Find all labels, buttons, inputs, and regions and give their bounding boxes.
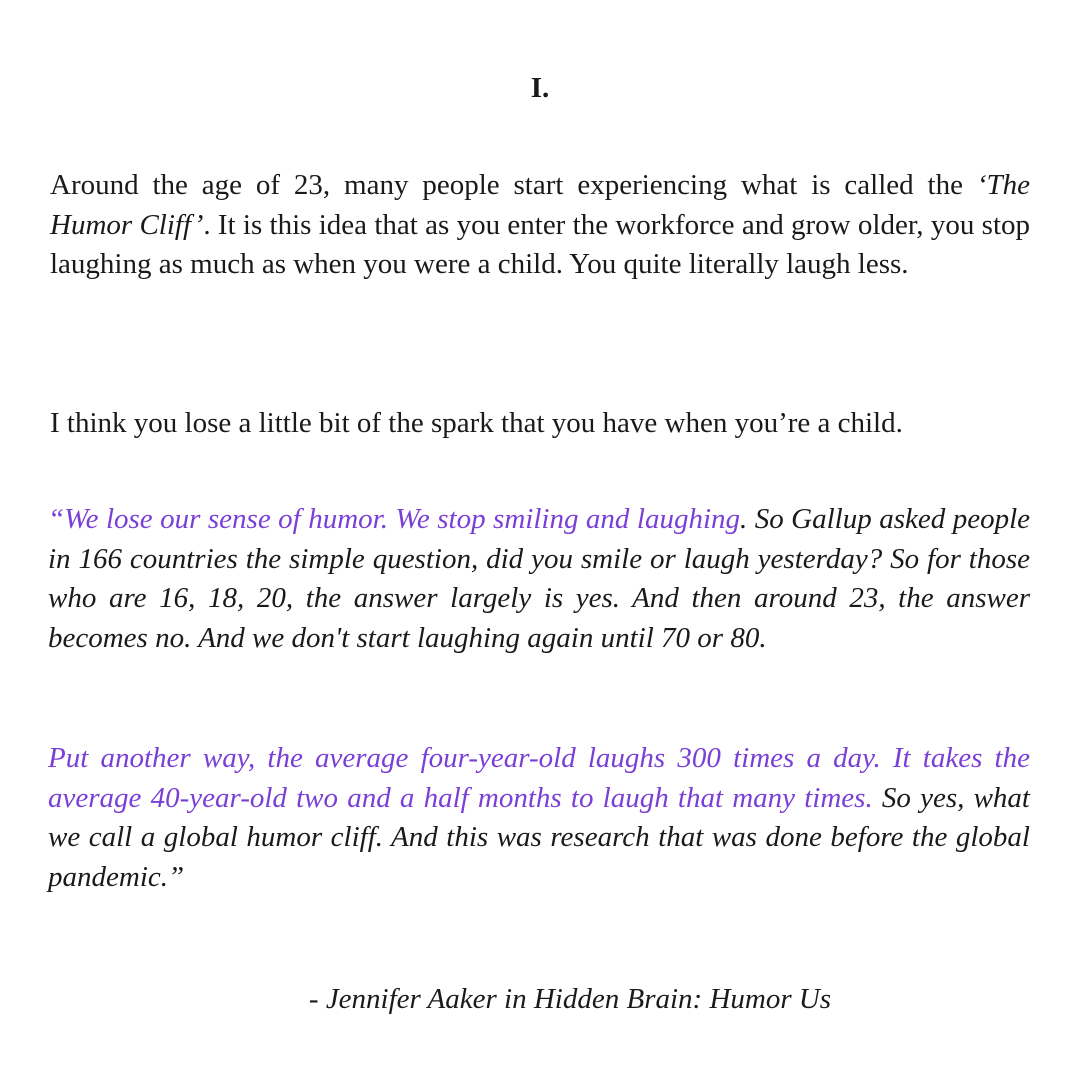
- quote-paragraph-1: [48, 500, 1030, 658]
- spark-paragraph: I think you lose a little bit of the spark that you have when you’re a child.: [50, 407, 903, 439]
- intro-text-start: Around the age of 23, many people start experiencing what is called the: [50, 169, 977, 201]
- quote-1-text: . So Gallup asked people in 166 countries the simple question, did you smile or laugh yesterday? So for those who are 16, 18, 20, the answer largely is yes. And then around 23, the answer becomes no. And we don't start laughing again until 70 or 80.: [48, 503, 1030, 654]
- section-heading: I.: [530, 72, 550, 104]
- intro-text-end: . It is this idea that as you enter the workforce and grow older, you stop laughing as much as when you were a child. You quite literally laugh less.: [50, 208, 1030, 280]
- quote-1-highlight: “We lose our sense of humor. We stop smiling and laughing: [48, 503, 740, 535]
- quote-attribution: - Jennifer Aaker in Hidden Brain: Humor Us: [308, 983, 832, 1015]
- quote-paragraph-2: [48, 739, 1030, 897]
- quote-2-text: So yes, what we call a global humor cliff. And this was research that was done before the global pandemic.”: [48, 781, 1030, 893]
- quote-2-highlight: Put another way, the average four-year-old laughs 300 times a day. It takes the average 40-year-old two and a half months to laugh that many times.: [48, 742, 1030, 814]
- humor-cliff-term: ‘The Humor Cliff’: [50, 169, 1030, 241]
- intro-paragraph: [50, 166, 1030, 285]
